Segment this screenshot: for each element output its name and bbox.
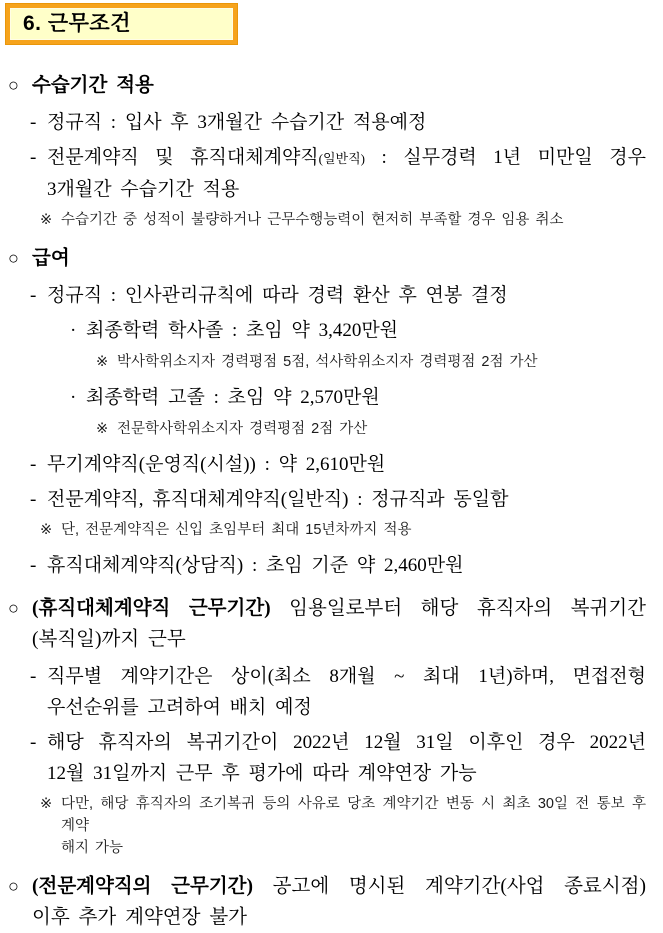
- doc-line: [32, 593, 646, 624]
- doc-line: [32, 70, 646, 101]
- text-run: 수습기간 적용: [32, 75, 154, 96]
- text-run: 수습기간 중 성적이 불량하거나 근무수행능력이 현저히 부족할 경우 임용 취소: [61, 212, 564, 228]
- doc-block-note2: [0, 418, 663, 440]
- doc-block-dash: [0, 449, 663, 480]
- doc-line: [47, 727, 646, 758]
- bullet-marker: ○: [8, 598, 19, 618]
- text-run: 전문계약직 및 휴직대체계약직: [47, 147, 319, 168]
- section-header-label: 6. 근무조건: [23, 12, 131, 35]
- doc-line: [47, 174, 646, 205]
- doc-block-dot: [0, 315, 663, 346]
- doc-line: [61, 519, 646, 541]
- text-run: 최종학력 학사졸 : 초임 약 3,420만원: [86, 320, 399, 341]
- doc-line: [47, 484, 646, 515]
- text-run: 박사학위소지자 경력평점 5점, 석사학위소지자 경력평점 2점 가산: [117, 354, 538, 370]
- text-run: 임용일로부터 해당 휴직자의 복귀기간: [270, 598, 646, 619]
- bullet-marker: ·: [70, 320, 77, 341]
- text-run: 3개월간 수습기간 적용: [47, 179, 240, 200]
- bullet-marker: ○: [8, 75, 19, 95]
- text-run: (전문계약직의 근무기간): [32, 876, 254, 897]
- text-run: 정규직 : 인사관리규칙에 따라 경력 환산 후 연봉 결정: [47, 285, 508, 306]
- bullet-marker: -: [30, 454, 37, 475]
- doc-block-note1: [0, 519, 663, 541]
- doc-block-note1: [0, 793, 663, 859]
- doc-block-note2: [0, 351, 663, 373]
- text-run: 다만, 해당 휴직자의 조기복귀 등의 사유로 당초 계약기간 변동 시 최초 30일 전 통보 후 계약: [61, 796, 646, 834]
- doc-block-h1: [0, 593, 663, 655]
- text-run: 직무별 계약기간은 상이(최소 8개월 ~ 최대 1년)하며, 면접전형: [47, 666, 646, 687]
- document-body: [0, 70, 663, 933]
- text-run: 이후 추가 계약연장 불가: [32, 907, 247, 928]
- text-run: 급여: [32, 248, 70, 269]
- text-run: 전문학사학위소지자 경력평점 2점 가산: [117, 421, 368, 437]
- note-marker: ※: [40, 522, 53, 538]
- doc-line: [32, 243, 646, 274]
- bullet-marker: -: [30, 555, 37, 576]
- doc-line: [32, 624, 646, 655]
- doc-line: [117, 351, 646, 373]
- text-run: (복직일)까지 근무: [32, 629, 186, 650]
- note-marker: ※: [96, 421, 109, 437]
- text-run: 무기계약직(운영직(시설)) : 약 2,610만원: [47, 454, 386, 475]
- bullet-marker: -: [30, 666, 37, 687]
- bullet-marker: ·: [70, 387, 77, 408]
- note-marker: ※: [40, 212, 53, 228]
- doc-line: [47, 692, 646, 723]
- bullet-marker: -: [30, 732, 37, 753]
- doc-line: [61, 793, 646, 837]
- doc-line: [61, 209, 646, 231]
- doc-line: [47, 280, 646, 311]
- doc-line: [47, 142, 646, 174]
- doc-line: [47, 758, 646, 789]
- doc-line: [117, 418, 646, 440]
- bullet-marker: -: [30, 285, 37, 306]
- text-run: 정규직 : 입사 후 3개월간 수습기간 적용예정: [47, 112, 427, 133]
- text-run: (휴직대체계약직 근무기간): [32, 598, 271, 619]
- text-run: 단, 전문계약직은 신입 초임부터 최대 15년차까지 적용: [61, 522, 412, 538]
- doc-line: [61, 837, 646, 859]
- bullet-marker: ○: [8, 248, 19, 268]
- doc-block-dash: [0, 142, 663, 205]
- doc-block-dash: [0, 661, 663, 723]
- doc-block-dash: [0, 550, 663, 581]
- doc-line: [32, 902, 646, 933]
- section-header-box: [6, 4, 237, 44]
- doc-line: [47, 449, 646, 480]
- text-run: 휴직대체계약직(상담직) : 초임 기준 약 2,460만원: [47, 555, 464, 576]
- text-run: : 실무경력 1년 미만일 경우: [365, 147, 646, 168]
- doc-block-h1: [0, 871, 663, 933]
- bullet-marker: -: [30, 112, 37, 133]
- text-run: 최종학력 고졸 : 초임 약 2,570만원: [86, 387, 380, 408]
- doc-block-note1: [0, 209, 663, 231]
- text-run: 우선순위를 고려하여 배치 예정: [47, 697, 312, 718]
- text-run: 전문계약직, 휴직대체계약직(일반직) : 정규직과 동일함: [47, 489, 509, 510]
- doc-line: [86, 382, 646, 413]
- doc-line: [32, 871, 646, 902]
- text-run: 공고에 명시된 계약기간(사업 종료시점): [253, 876, 646, 897]
- doc-block-h1: [0, 70, 663, 101]
- doc-line: [47, 661, 646, 692]
- text-run: (일반직): [318, 151, 366, 166]
- doc-line: [86, 315, 646, 346]
- note-marker: ※: [40, 796, 53, 812]
- doc-block-dot: [0, 382, 663, 413]
- text-run: 해당 휴직자의 복귀기간이 2022년 12월 31일 이후인 경우 2022년: [47, 732, 646, 753]
- doc-block-h1: [0, 243, 663, 274]
- bullet-marker: -: [30, 147, 37, 168]
- bullet-marker: ○: [8, 876, 19, 896]
- text-run: 해지 가능: [61, 840, 124, 856]
- doc-line: [47, 107, 646, 138]
- doc-block-dash: [0, 107, 663, 138]
- note-marker: ※: [96, 354, 109, 370]
- doc-line: [47, 550, 646, 581]
- doc-block-dash: [0, 727, 663, 789]
- text-run: 12월 31일까지 근무 후 평가에 따라 계약연장 가능: [47, 763, 477, 784]
- doc-block-dash: [0, 280, 663, 311]
- doc-block-dash: [0, 484, 663, 515]
- bullet-marker: -: [30, 489, 37, 510]
